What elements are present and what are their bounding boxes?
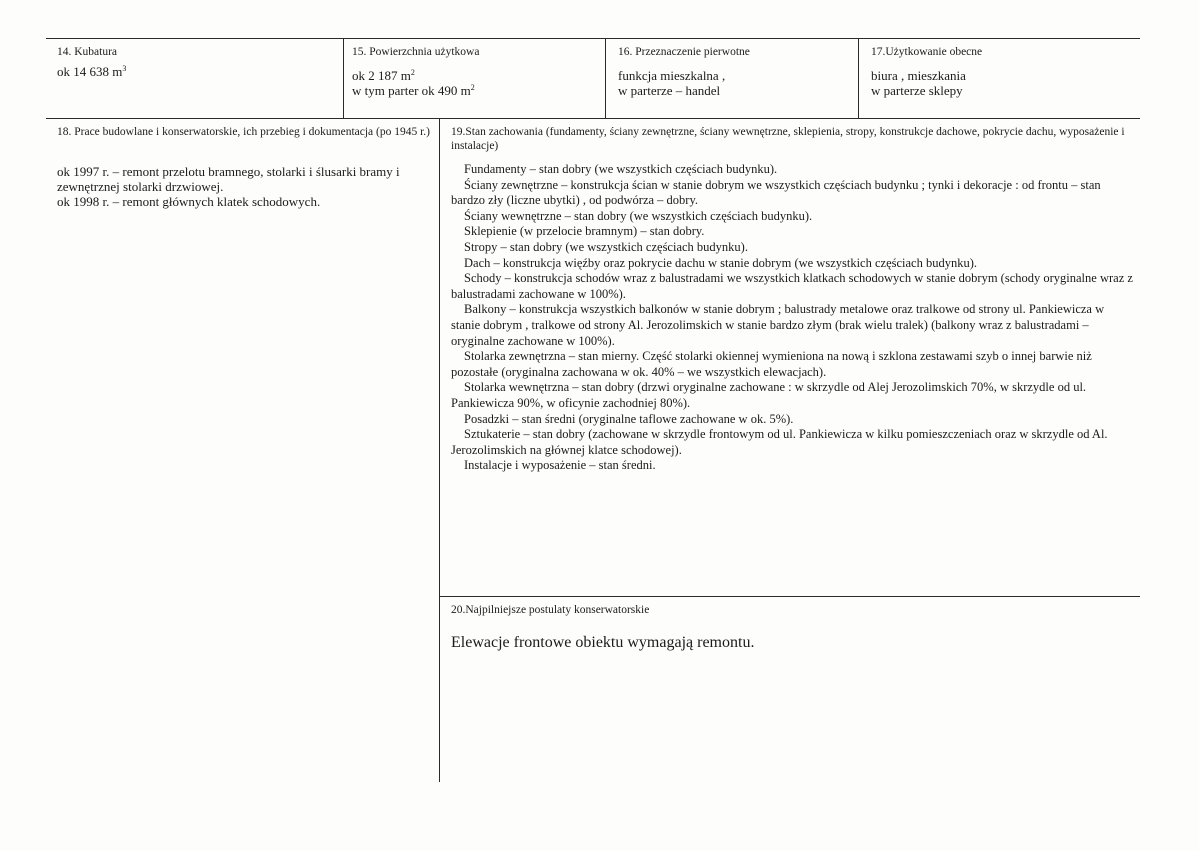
condition-item: Schody – konstrukcja schodów wraz z balustradami we wszystkich klatkach schodowych w stanie dobrym (schody oryginalne wraz z balustradami zachowane w 100%). — [451, 271, 1133, 301]
field-14-label: 14. Kubatura — [57, 46, 118, 58]
field-20-text: Elewacje frontowe obiektu wymagają remontu. — [451, 634, 755, 651]
condition-item: Dach – konstrukcja więźby oraz pokrycie dachu w stanie dobrym (we wszystkich częściach budynku). — [464, 255, 978, 270]
field-18-label: 18. Prace budowlane i konserwatorskie, ich przebieg i dokumentacja (po 1945 r.) — [57, 126, 430, 138]
field-17-label: 17.Użytkowanie obecne — [871, 46, 983, 58]
col-divider-18-19 — [439, 118, 440, 782]
field-16-value-1: funkcja mieszkalna , — [618, 68, 726, 83]
field-18-entry-2: ok 1998 r. – remont głównych klatek schodowych. — [57, 194, 321, 209]
condition-item: Sztukaterie – stan dobry (zachowane w skrzydle frontowym od ul. Pankiewicza w kilku pomieszczeniach oraz w skrzydle od Al. Jerozolimskich na głównej klatce schodowej). — [451, 427, 1108, 457]
field-17-uzytkowanie — [871, 45, 1131, 98]
table-top-border — [46, 38, 1140, 39]
section20-top-border — [440, 596, 1140, 597]
field-19-stan-zachowania — [451, 125, 1133, 474]
field-15-value-1: ok 2 187 $m^2$ — [352, 68, 415, 83]
condition-item: Stolarka zewnętrzna – stan mierny. Część stolarki okiennej wymieniona na nową i szklona zestawami szyb o innej barwie niż pozostałe (oryginalna zachowana w ok. 40% – we wszystkich elewacjach). — [451, 349, 1092, 379]
condition-item: Sklepienie (w przelocie bramnym) – stan dobry. — [464, 224, 705, 239]
row1-bottom-border — [46, 118, 1140, 119]
field-15-powierzchnia — [352, 45, 597, 98]
field-15-value-2: w tym parter ok 490 $m^2$ — [352, 83, 475, 98]
field-20-postulaty — [451, 603, 1133, 652]
field-19-label: 19.Stan zachowania (fundamenty, ściany zewnętrzne, ściany wewnętrzne, sklepienia, stropy, konstrukcje dachowe, pokrycie dachu, wyposażenie i instalacje) — [451, 126, 1125, 152]
field-20-label: 20.Najpilniejsze postulaty konserwatorskie — [451, 604, 650, 616]
condition-item: Stolarka wewnętrzna – stan dobry (drzwi oryginalne zachowane : w skrzydle od Alej Jerozolimskich 70%, w skrzydle od ul. Pankiewicza 90%, w oficynie zachodniej 80%). — [451, 380, 1087, 410]
field-18-prace — [57, 125, 432, 209]
condition-item: Stropy – stan dobry (we wszystkich częściach budynku). — [464, 239, 748, 254]
field-16-label: 16. Przeznaczenie pierwotne — [618, 46, 750, 58]
field-17-value-2: w parterze sklepy — [871, 83, 963, 98]
field-15-label: 15. Powierzchnia użytkowa — [352, 46, 480, 58]
condition-item: Fundamenty – stan dobry (we wszystkich częściach budynku). — [464, 162, 778, 176]
field-16-value-2: w parterze – handel — [618, 83, 721, 98]
col-divider-16-17 — [858, 38, 859, 118]
condition-item: Instalacje i wyposażenie – stan średni. — [464, 458, 656, 473]
field-14-value: ok 14 638 $m^3$ — [57, 64, 127, 79]
condition-item: Ściany wewnętrzne – stan dobry (we wszystkich częściach budynku). — [464, 208, 813, 223]
field-14-kubatura — [57, 45, 337, 79]
field-17-value-1: biura , mieszkania — [871, 68, 966, 83]
col-divider-15-16 — [605, 38, 606, 118]
col-divider-14-15 — [343, 38, 344, 118]
condition-item: Balkony – konstrukcja wszystkich balkonów w stanie dobrym ; balustrady metalowe oraz tralkowe od strony ul. Pankiewicza w stanie dobrym , tralkowe od strony Al. Jerozolimskich w stanie bardzo złym (brak wielu tralek) (balkony wraz z balustradami – oryginalne zachowane w 100%). — [451, 302, 1105, 348]
condition-item: Posadzki – stan średni (oryginalne taflowe zachowane w ok. 5%). — [464, 411, 794, 426]
field-16-przeznaczenie — [618, 45, 853, 98]
field-18-entry-1: ok 1997 r. – remont przelotu bramnego, stolarki i ślusarki bramy i zewnętrznej stolarki drzwiowej. — [57, 164, 400, 194]
condition-item: Ściany zewnętrzne – konstrukcja ścian w stanie dobrym we wszystkich częściach budynku ; tynki i dekoracje : od frontu – stan bardzo zły (liczne ubytki) , od podwórza – dobry. — [451, 177, 1101, 208]
